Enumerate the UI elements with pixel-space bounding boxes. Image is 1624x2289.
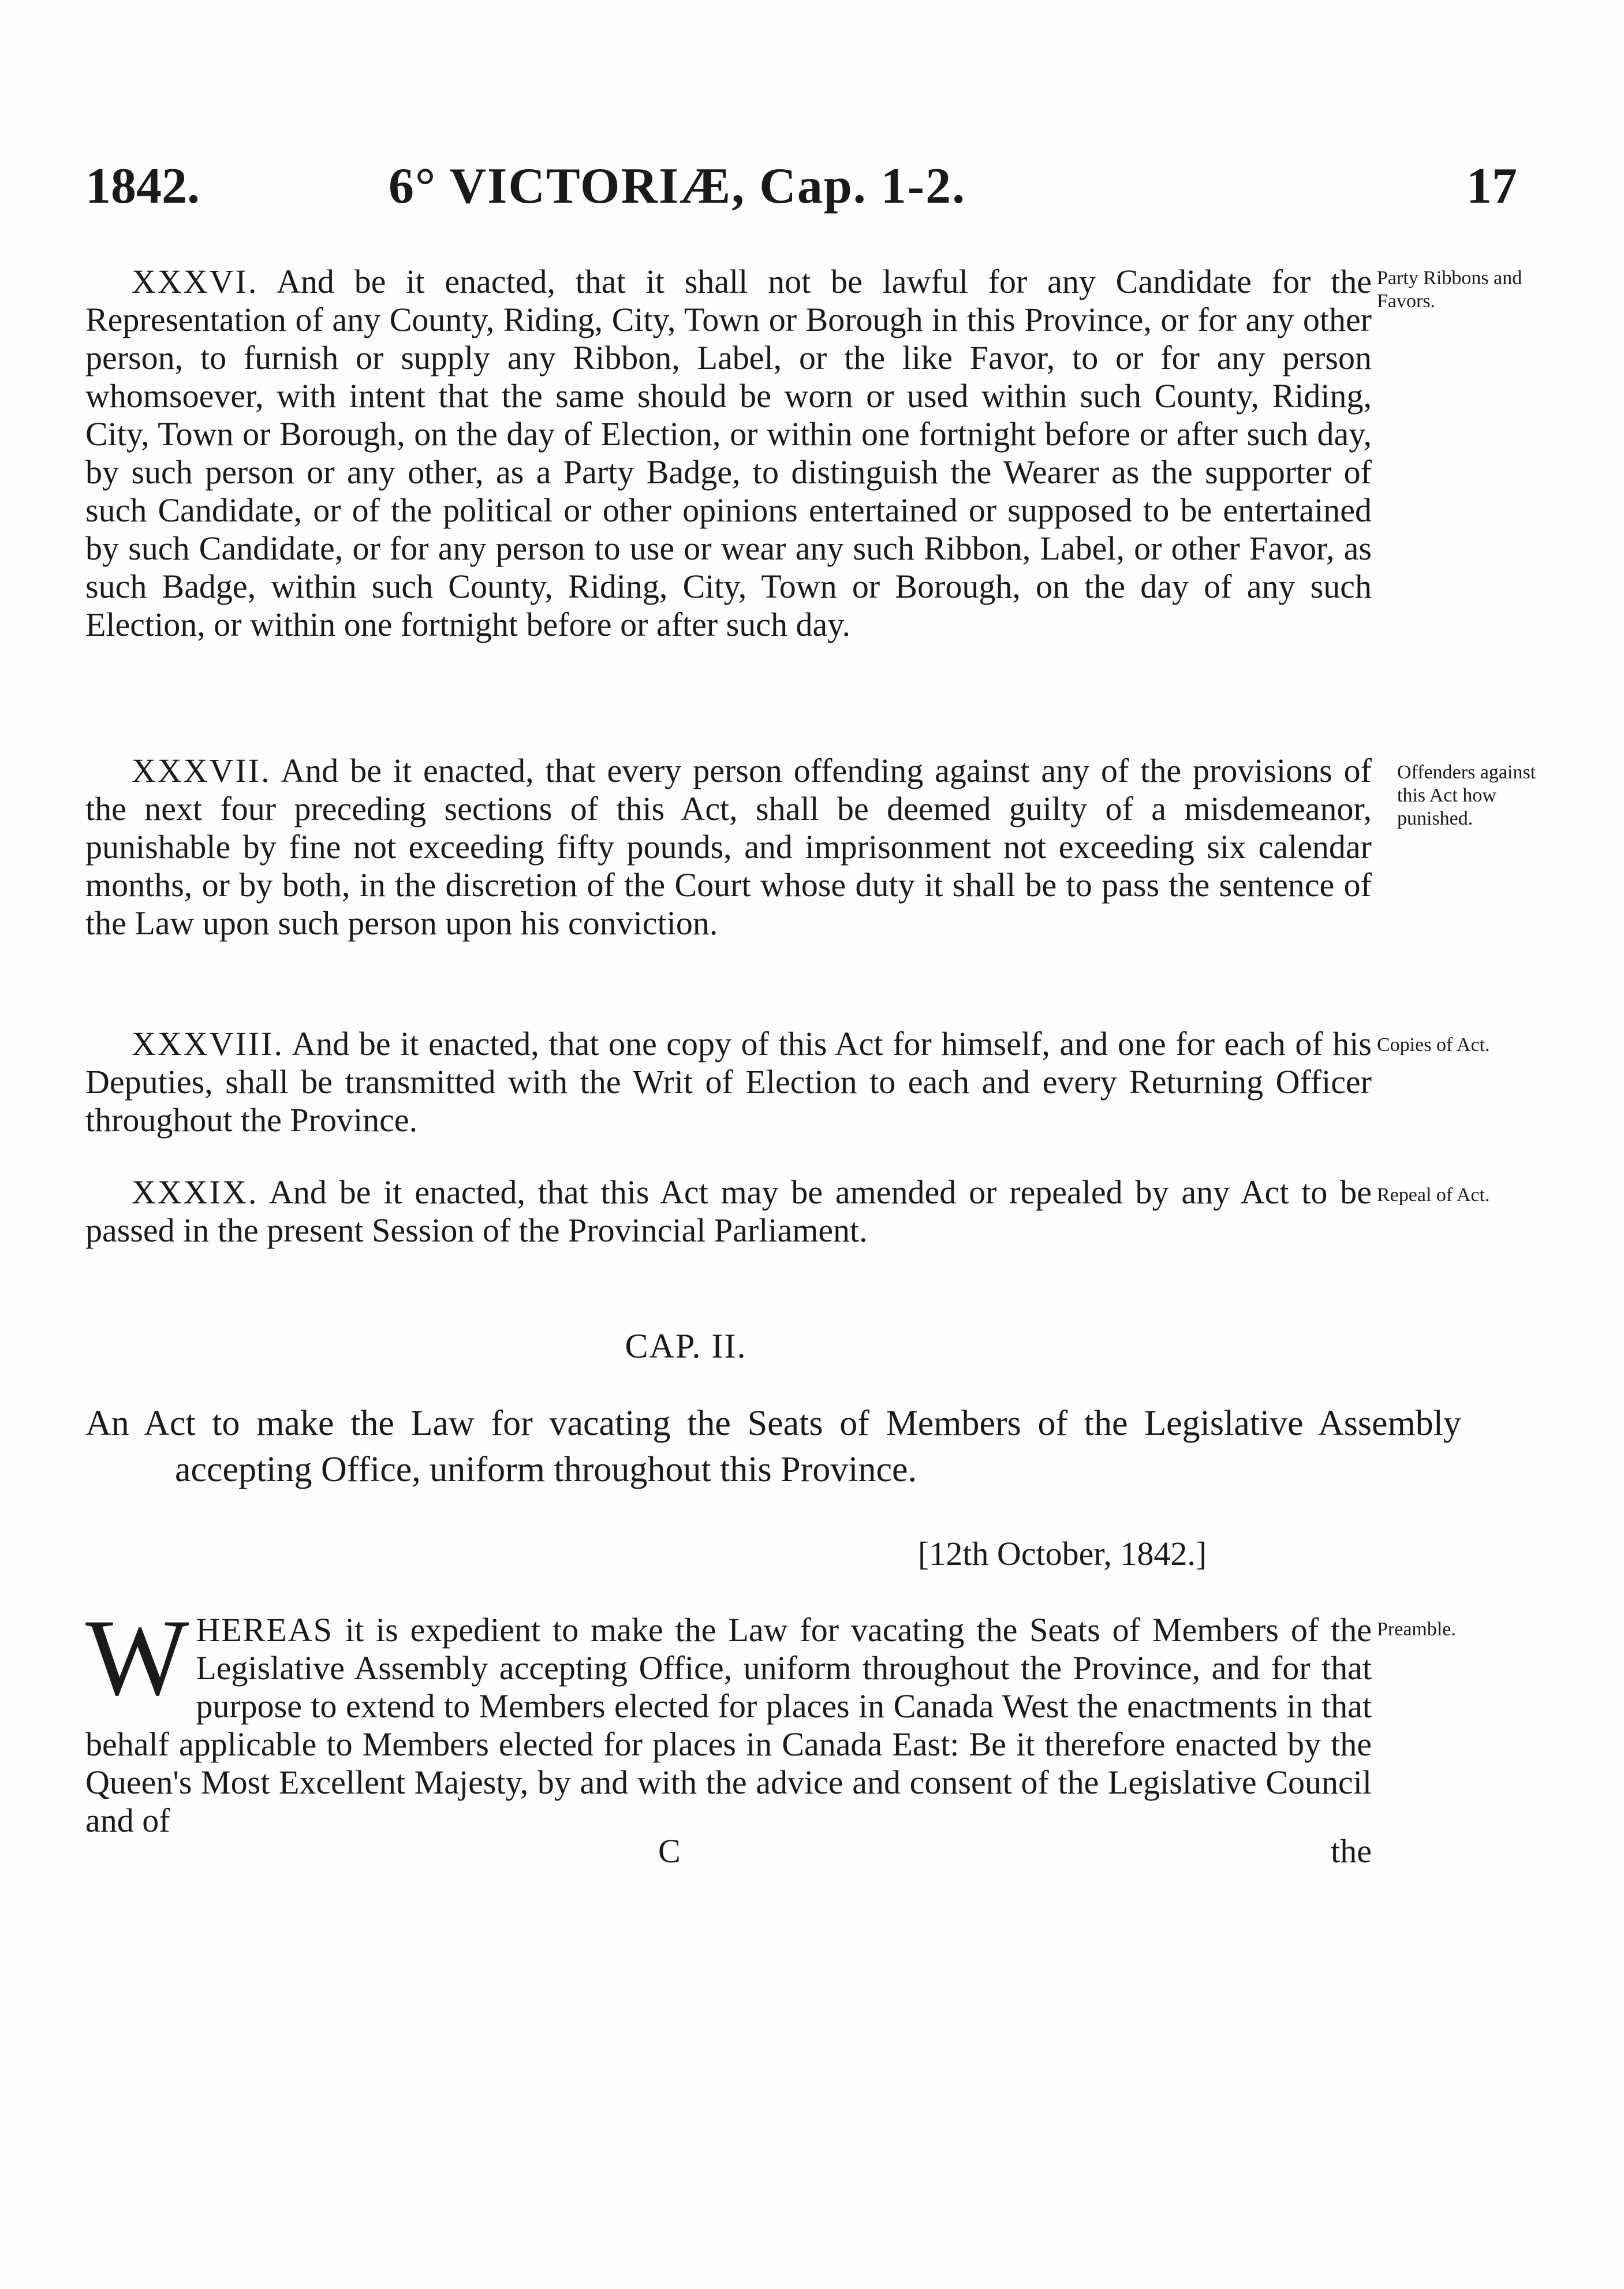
page-header xyxy=(85,155,1517,218)
preamble xyxy=(85,1597,1372,1840)
catchword: the xyxy=(1331,1832,1372,1870)
drop-cap: W xyxy=(85,1597,189,1718)
header-year: 1842. xyxy=(85,158,200,214)
section-36 xyxy=(85,263,1372,644)
section-number: XXXIX. xyxy=(132,1173,259,1211)
chapter-heading: CAP. II. xyxy=(625,1327,747,1365)
section-number: XXXVI. xyxy=(132,263,259,300)
act-date: [12th October, 1842.] xyxy=(918,1535,1207,1572)
section-text: And be it enacted, that this Act may be amended or repealed by any Act to be passed in the present Session of the Provincial Parliament. xyxy=(85,1173,1372,1249)
act-title: An Act to make the Law for vacating the Seats of Members of the Legislative Assembly accepting Office, uniform throughout this Province. xyxy=(85,1404,1461,1489)
header-title: 6° VICTORIÆ, Cap. 1-2. xyxy=(389,158,966,214)
margin-note-offenders: Offenders against this Act how punished. xyxy=(1397,762,1536,829)
section-37 xyxy=(85,752,1372,942)
section-text: And be it enacted, that it shall not be lawful for any Candidate for the Representation of any County, Riding, City, Town or Borough in this Province, or for any other person, to furnish or supply any Ribbon, Label, or the like Favor, to or for any person whomsoever, with intent that the same should be worn or used within such County, Riding, City, Town or Borough, on the day of Election, or within one fortnight before or after such day, by such person or any other, as a Party Badge, to distinguish the Wearer as the supporter of such Candidate, or of the political or other opinions entertained or supposed to be entertained by such Candidate, or for any person to use or wear any such Ribbon, Label, or other Favor, as such Badge, within such County, Riding, City, Town or Borough, on the day of any such Election, or within one fortnight before or after such day. xyxy=(85,263,1372,643)
margin-note-preamble: Preamble. xyxy=(1377,1619,1456,1640)
section-number: XXXVIII. xyxy=(132,1025,284,1063)
preamble-text: it is expedient to make the Law for vacating the Seats of Members of the Legislative Assembly accepting Office, uniform throughout the Province, and for that purpose to extend to Members elected for places in Canada West the enactments in that behalf applicable to Members elected for places in Canada East: Be it therefore enacted by the Queen's Most Excellent Majesty, by and with the advice and consent of the Legislative Council and of xyxy=(85,1611,1372,1839)
preamble-first-word: HEREAS xyxy=(196,1611,333,1649)
margin-note-copies: Copies of Act. xyxy=(1377,1034,1490,1056)
section-38 xyxy=(85,1025,1372,1139)
margin-note-repeal: Repeal of Act. xyxy=(1377,1184,1490,1206)
section-text: And be it enacted, that every person offending against any of the provisions of the next four preceding sections of this Act, shall be deemed guilty of a misdemeanor, punishable by fine not exceeding fifty pounds, and imprisonment not exceeding six calendar months, or by both, in the discretion of the Court whose duty it shall be to pass the sentence of the Law upon such person upon his conviction. xyxy=(85,752,1372,942)
signature-mark: C xyxy=(658,1832,681,1870)
section-39 xyxy=(85,1173,1372,1250)
page-number: 17 xyxy=(1466,158,1517,214)
margin-note-party-ribbons: Party Ribbons and Favors. xyxy=(1377,267,1522,312)
section-text: And be it enacted, that one copy of this Act for himself, and one for each of his Deputies, shall be transmitted with the Writ of Election to each and every Returning Officer throughout the Province. xyxy=(85,1025,1372,1139)
section-number: XXXVII. xyxy=(132,752,271,789)
